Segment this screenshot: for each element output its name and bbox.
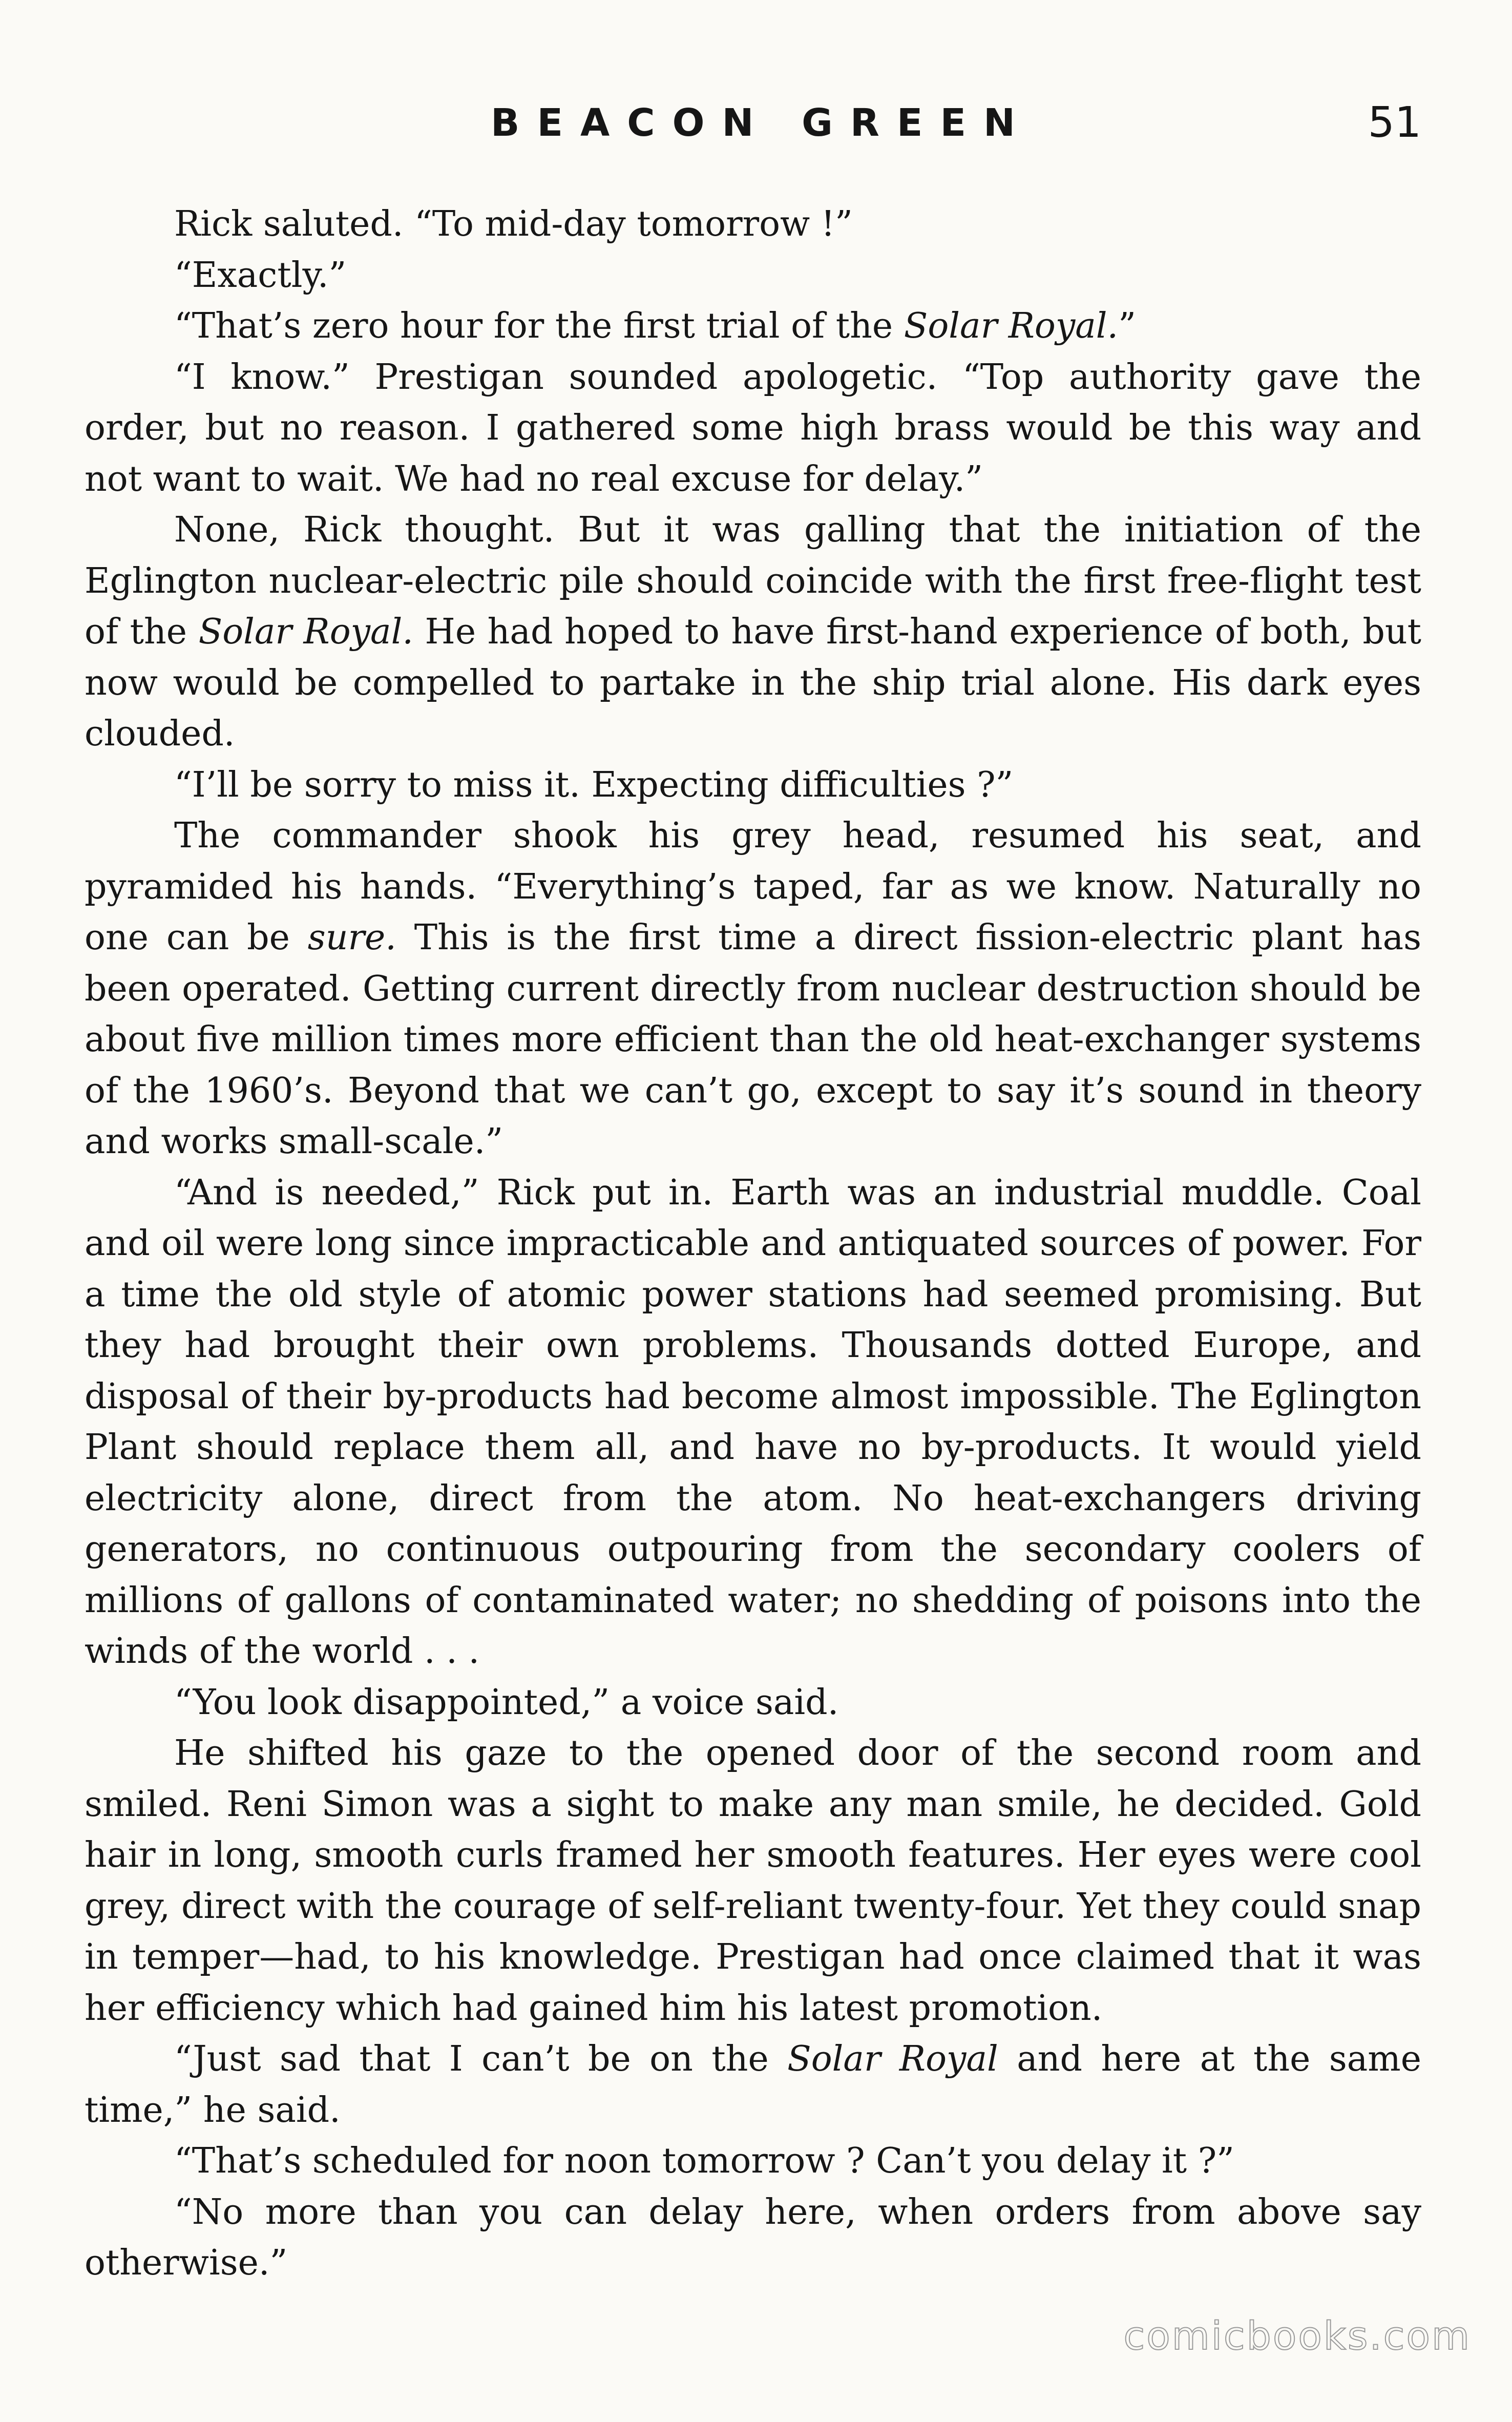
paragraph: The commander shook his grey head, resumed his seat, and pyramided his hands. “Everything’s taped, far as we know. Naturally no one can be sure. This is the first time a direct fission-electric plant has been operated. Getting current directly from nuclear destruction should be about five million times more efficient than the old heat-exchanger systems of the 1960’s. Beyond that we can’t go, except to say it’s sound in theory and works small-scale.” xyxy=(85,816,1422,1162)
paragraph: “And is needed,” Rick put in. Earth was an industrial muddle. Coal and oil were long since impracticable and antiquated sources of power. For a time the old style of atomic power stations had seemed promising. But they had brought their own problems. Thousands dotted Europe, and disposal of their by-products had become almost impossible. The Eglington Plant should replace them all, and have no by-products. It would yield electricity alone, direct from the atom. No heat-exchangers driving generators, no continuous outpouring from the secondary coolers of millions of gallons of contaminated water; no shedding of poisons into the winds of the world . . . xyxy=(85,1172,1421,1672)
italic-text: sure. xyxy=(307,917,396,958)
paragraph: “I know.” Prestigan sounded apologetic. “Top authority gave the order, but no reason. I gathered some high brass would be this way and not want to wait. We had no real excuse for delay.” xyxy=(85,357,1421,499)
paragraph: “That’s scheduled for noon tomorrow ? Can’t you delay it ?” xyxy=(174,2141,1234,2181)
paragraph: None, Rick thought. But it was galling that the initiation of the Eglington nuclear-electric pile should coincide with the first free-flight test of the Solar Royal. He had hoped to have first-hand experience of both, but now would be compelled to partake in the ship trial alone. His dark eyes clouded. xyxy=(85,510,1421,754)
paragraph: “That’s zero hour for the first trial of the Solar Royal.” xyxy=(174,306,1136,346)
paragraph: Rick saluted. “To mid-day tomorrow !” xyxy=(174,204,853,244)
body-text xyxy=(85,199,1421,2289)
paragraph: “You look disappointed,” a voice said. xyxy=(174,1682,839,1723)
running-head xyxy=(85,92,1421,154)
italic-text: Solar Royal. xyxy=(904,306,1119,346)
watermark: comicbooks.com xyxy=(1123,2313,1471,2358)
paragraph: “Exactly.” xyxy=(174,255,347,296)
italic-text: Solar Royal. xyxy=(198,612,413,652)
italic-text: Solar Royal xyxy=(787,2039,998,2079)
page-number: 51 xyxy=(1368,98,1421,147)
paragraph: “I’ll be sorry to miss it. Expecting difficulties ?” xyxy=(174,764,1014,805)
paragraph: He shifted his gaze to the opened door of the second room and smiled. Reni Simon was a sight to make any man smile, he decided. Gold hair in long, smooth curls framed her smooth features. Her eyes were cool grey, direct with the courage of self-reliant twenty-four. Yet they could snap in temper—had, to his knowledge. Prestigan had once claimed that it was her efficiency which had gained him his latest promotion. xyxy=(85,1733,1421,2029)
paragraph: “No more than you can delay here, when orders from above say otherwise.” xyxy=(85,2191,1421,2283)
running-title: BEACON GREEN xyxy=(491,101,1033,145)
paragraph: “Just sad that I can’t be on the Solar Royal and here at the same time,” he said. xyxy=(85,2039,1421,2131)
